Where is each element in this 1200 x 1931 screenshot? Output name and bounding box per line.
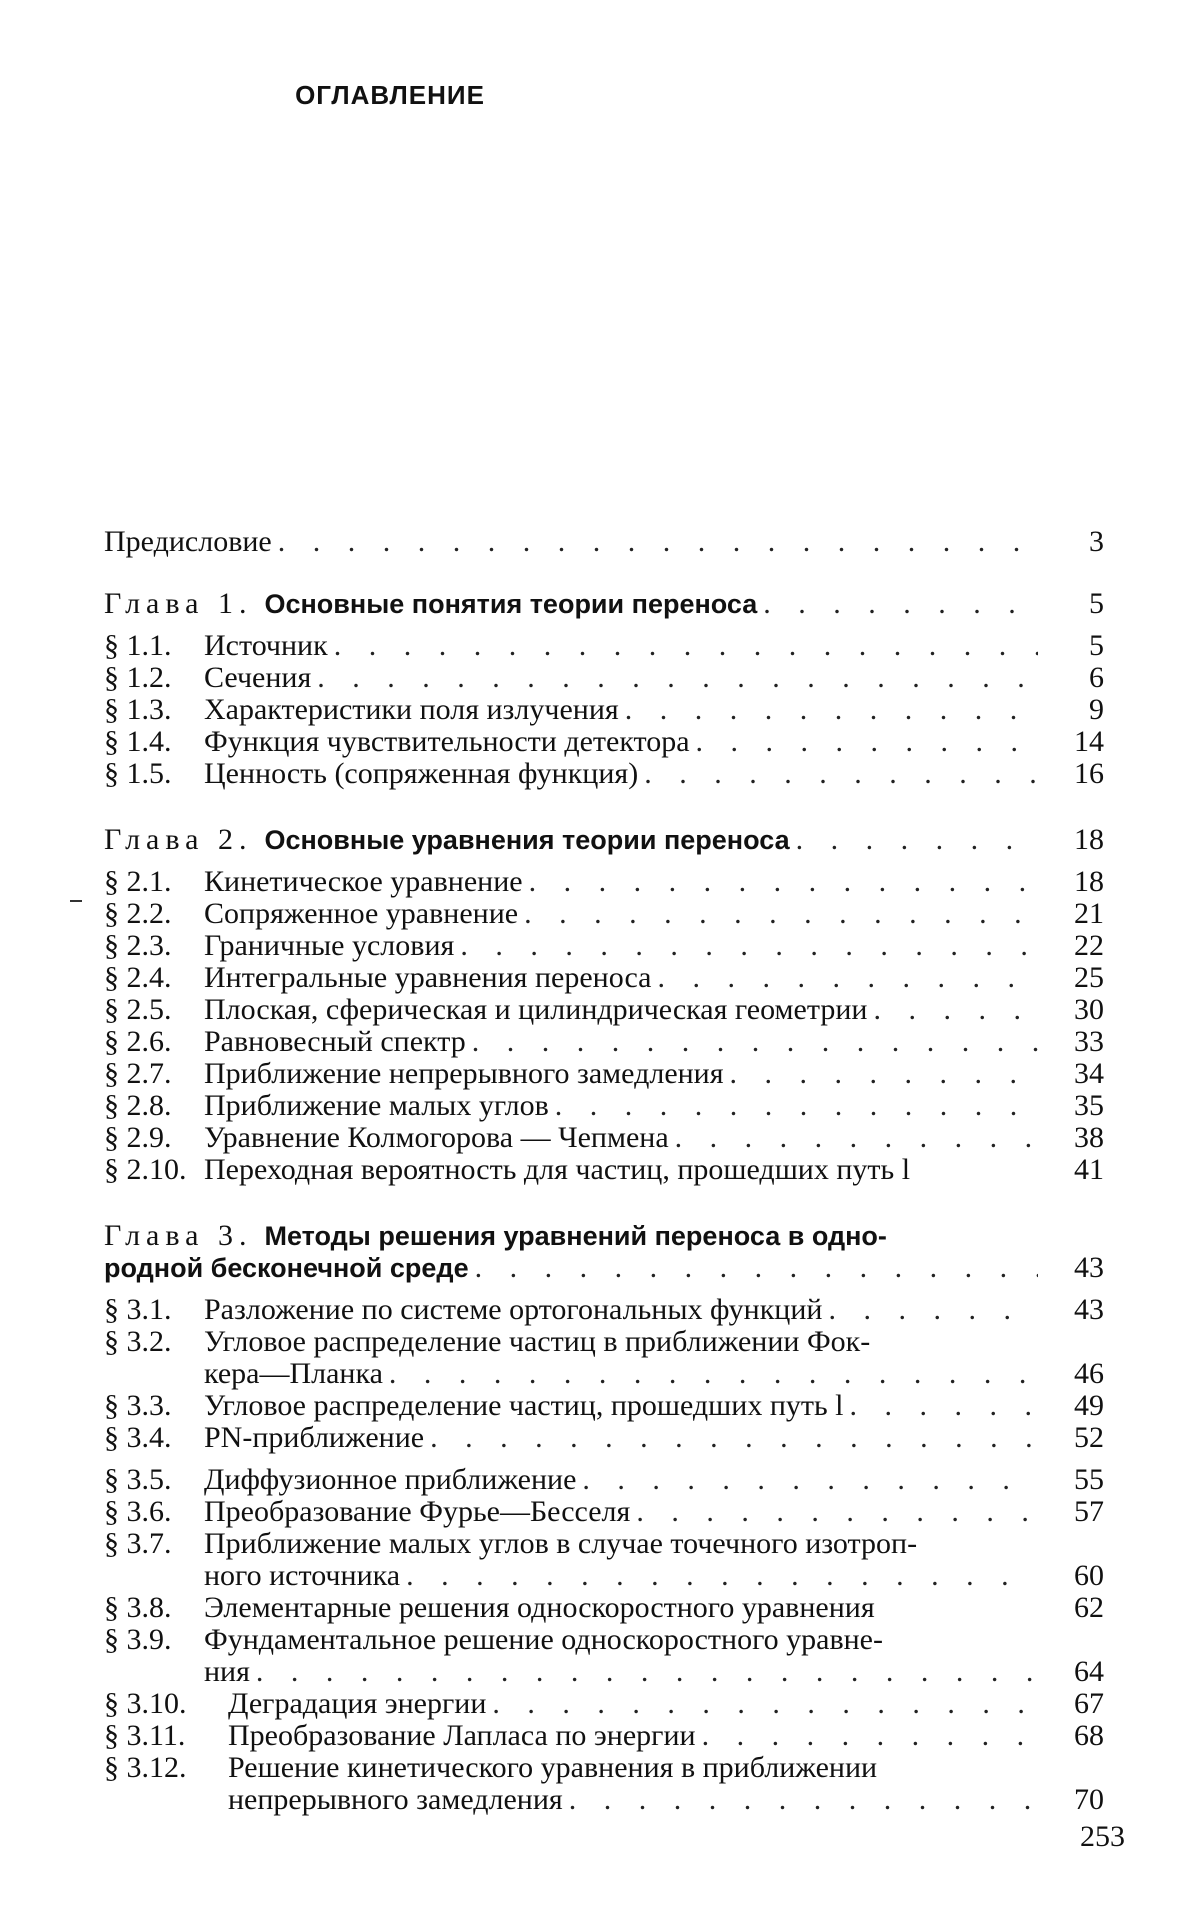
- section-number: § 1.2.: [104, 661, 172, 694]
- table-of-contents: [104, 526, 1104, 1816]
- section-number: § 2.2.: [104, 897, 172, 930]
- section-number: § 3.4.: [104, 1421, 172, 1454]
- section-page: 49: [1074, 1389, 1104, 1422]
- leader-dots: [850, 1390, 1038, 1422]
- toc-entry[interactable]: [104, 726, 1104, 758]
- toc-entry[interactable]: [104, 1422, 1104, 1454]
- section-title: Граничные условия: [204, 929, 455, 962]
- section-title: Угловое распределение частиц в приближении Фок-: [204, 1325, 871, 1358]
- section-page: 30: [1074, 993, 1104, 1026]
- leader-dots: [317, 662, 1038, 694]
- section-title: Равновесный спектр: [204, 1025, 466, 1058]
- leader-dots: [256, 1656, 1038, 1688]
- toc-entry[interactable]: [104, 662, 1104, 694]
- toc-entry[interactable]: [104, 1058, 1104, 1090]
- section-page: 35: [1074, 1089, 1104, 1122]
- section-title: Плоская, сферическая и цилиндрическая геометрии: [204, 993, 868, 1026]
- section-page: 25: [1074, 961, 1104, 994]
- leader-dots: [569, 1784, 1038, 1816]
- toc-entry[interactable]: [104, 1090, 1104, 1122]
- toc-entry[interactable]: [104, 994, 1104, 1026]
- leader-dots: [430, 1422, 1038, 1454]
- section-number: § 2.5.: [104, 993, 172, 1026]
- section-page: 62: [1074, 1591, 1104, 1624]
- section-number: § 2.10.: [104, 1153, 187, 1186]
- section-number: § 3.3.: [104, 1389, 172, 1422]
- toc-entry[interactable]: [104, 630, 1104, 662]
- toc-entry[interactable]: [104, 694, 1104, 726]
- section-number: § 2.6.: [104, 1025, 172, 1058]
- section-title: PN-приближение: [204, 1421, 425, 1454]
- section-number: § 2.3.: [104, 929, 172, 962]
- section-number: § 2.9.: [104, 1121, 172, 1154]
- section-number: § 3.6.: [104, 1495, 172, 1528]
- section-title: Функция чувствительности детектора: [204, 725, 690, 758]
- section-page: 52: [1074, 1421, 1104, 1454]
- toc-entry[interactable]: [104, 1122, 1104, 1154]
- section-title: Приближение непрерывного замедления: [204, 1057, 724, 1090]
- toc-entry-title: Предисловие: [104, 525, 272, 558]
- page-title: ОГЛАВЛЕНИЕ: [295, 80, 485, 110]
- section-page: 22: [1074, 929, 1104, 962]
- toc-entry[interactable]: [104, 1688, 1104, 1720]
- section-page: 18: [1074, 865, 1104, 898]
- toc-chapter-1[interactable]: [104, 588, 1104, 620]
- toc-chapter-3[interactable]: [104, 1220, 1104, 1252]
- leader-dots: [278, 526, 1038, 558]
- section-number: § 3.11.: [104, 1719, 186, 1752]
- leader-dots: [730, 1058, 1038, 1090]
- section-page: 43: [1074, 1293, 1104, 1326]
- chapter-page: 43: [1074, 1251, 1104, 1284]
- section-title: Угловое распределение частиц, прошедших путь l: [204, 1389, 844, 1422]
- section-page: 21: [1074, 897, 1104, 930]
- section-number: § 3.8.: [104, 1591, 172, 1624]
- toc-entry[interactable]: [104, 1390, 1104, 1422]
- leader-dots: [763, 588, 1038, 620]
- leader-dots: [334, 630, 1038, 662]
- toc-entry[interactable]: [104, 1026, 1104, 1058]
- section-page: 14: [1074, 725, 1104, 758]
- section-title: Приближение малых углов: [204, 1089, 549, 1122]
- leader-dots: [702, 1720, 1038, 1752]
- leader-dots: [492, 1688, 1038, 1720]
- page-number: 253: [1080, 1820, 1125, 1853]
- section-title: Деградация энергии: [228, 1687, 487, 1720]
- section-title: Фундаментальное решение односкоростного уравне-: [204, 1623, 883, 1656]
- toc-entry[interactable]: [104, 1720, 1104, 1752]
- section-number: § 2.4.: [104, 961, 172, 994]
- toc-entry-continued[interactable]: [104, 1358, 1104, 1390]
- toc-entry[interactable]: [104, 1624, 1104, 1656]
- section-title-continued: кера—Планка: [204, 1357, 383, 1390]
- toc-entry[interactable]: [104, 1752, 1104, 1784]
- section-number: § 3.7.: [104, 1527, 172, 1560]
- toc-entry[interactable]: [104, 898, 1104, 930]
- leader-dots: [529, 866, 1038, 898]
- section-page: 16: [1074, 757, 1104, 790]
- leader-dots: [644, 758, 1038, 790]
- toc-entry-page: 3: [1089, 525, 1104, 558]
- leader-dots: [636, 1496, 1038, 1528]
- section-title: Разложение по системе ортогональных функций: [204, 1293, 823, 1326]
- leader-dots: [796, 824, 1038, 856]
- section-number: § 3.12.: [104, 1751, 187, 1784]
- leader-dots: [524, 898, 1038, 930]
- section-number: § 2.8.: [104, 1089, 172, 1122]
- section-title-continued: ния: [204, 1655, 250, 1688]
- chapter-title: Основные понятия теории переноса: [264, 589, 758, 619]
- toc-entry[interactable]: [104, 1154, 1104, 1186]
- section-page: 5: [1089, 629, 1104, 662]
- section-title: Диффузионное приближение: [204, 1463, 577, 1496]
- section-page: 67: [1074, 1687, 1104, 1720]
- leader-dots: [828, 1294, 1038, 1326]
- chapter-title-line-2: родной бесконечной среде: [104, 1253, 469, 1283]
- section-title-continued: ного источника: [204, 1559, 401, 1592]
- section-page: 70: [1074, 1783, 1104, 1816]
- section-number: § 2.1.: [104, 865, 172, 898]
- section-title: Сечения: [204, 661, 312, 694]
- chapter-title: Основные уравнения теории переноса: [264, 825, 790, 855]
- section-page: 41: [1074, 1153, 1104, 1186]
- section-title: Сопряженное уравнение: [204, 897, 519, 930]
- toc-entry[interactable]: [104, 1528, 1104, 1560]
- section-page: 55: [1074, 1463, 1104, 1496]
- toc-chapter-2[interactable]: [104, 824, 1104, 856]
- section-number: § 1.3.: [104, 693, 172, 726]
- toc-entry[interactable]: [104, 930, 1104, 962]
- section-number: § 1.1.: [104, 629, 172, 662]
- section-title: Переходная вероятность для частиц, прошедших путь l: [204, 1153, 911, 1186]
- toc-entry[interactable]: [104, 1326, 1104, 1358]
- section-number: § 1.5.: [104, 757, 172, 790]
- section-number: § 3.5.: [104, 1463, 172, 1496]
- chapter-label: Глава 2.: [104, 823, 253, 856]
- section-title: Ценность (сопряженная функция): [204, 757, 639, 790]
- toc-entry-continued[interactable]: [104, 1560, 1104, 1592]
- chapter-label: Глава 1.: [104, 587, 253, 620]
- chapter-label: Глава 3.: [104, 1219, 253, 1252]
- leader-dots: [555, 1090, 1038, 1122]
- leader-dots: [873, 994, 1038, 1026]
- section-number: § 3.2.: [104, 1325, 172, 1358]
- leader-dots: [389, 1358, 1038, 1390]
- section-page: 9: [1089, 693, 1104, 726]
- section-title: Элементарные решения односкоростного уравнения: [204, 1591, 875, 1624]
- section-title: Преобразование Фурье—Бесселя: [204, 1495, 631, 1528]
- section-title-continued: непрерывного замедления: [228, 1783, 563, 1816]
- leader-dots: [625, 694, 1038, 726]
- section-title: Приближение малых углов в случае точечного изотроп-: [204, 1527, 918, 1560]
- leader-dots: [472, 1026, 1038, 1058]
- leader-dots: [475, 1252, 1038, 1284]
- section-page: 33: [1074, 1025, 1104, 1058]
- leader-dots: [460, 930, 1038, 962]
- section-page: 38: [1074, 1121, 1104, 1154]
- leader-dots: [406, 1560, 1038, 1592]
- toc-entry[interactable]: [104, 1592, 1104, 1624]
- section-page: 60: [1074, 1559, 1104, 1592]
- toc-entry[interactable]: [104, 866, 1104, 898]
- toc-entry[interactable]: [104, 1294, 1104, 1326]
- leader-dots: [675, 1122, 1038, 1154]
- chapter-title-line-1: Методы решения уравнений переноса в одно-: [264, 1221, 887, 1251]
- section-page: 68: [1074, 1719, 1104, 1752]
- section-number: § 1.4.: [104, 725, 172, 758]
- chapter-page: 18: [1074, 823, 1104, 856]
- section-title: Кинетическое уравнение: [204, 865, 523, 898]
- leader-dots: [696, 726, 1038, 758]
- section-page: 34: [1074, 1057, 1104, 1090]
- section-page: 57: [1074, 1495, 1104, 1528]
- section-title: Уравнение Колмогорова — Чепмена: [204, 1121, 669, 1154]
- section-title: Источник: [204, 629, 328, 662]
- chapter-page: 5: [1089, 587, 1104, 620]
- leader-dots: [582, 1464, 1038, 1496]
- toc-entry-continued[interactable]: [104, 1784, 1104, 1816]
- toc-entry-continued[interactable]: [104, 1656, 1104, 1688]
- section-number: § 3.10.: [104, 1687, 187, 1720]
- section-title: Интегральные уравнения переноса: [204, 961, 652, 994]
- toc-entry[interactable]: [104, 1464, 1104, 1496]
- toc-chapter-3-continued[interactable]: [104, 1252, 1104, 1284]
- section-number: § 3.1.: [104, 1293, 172, 1326]
- section-title: Характеристики поля излучения: [204, 693, 619, 726]
- section-page: 46: [1074, 1357, 1104, 1390]
- section-number: § 2.7.: [104, 1057, 172, 1090]
- section-title: Решение кинетического уравнения в приближении: [228, 1751, 878, 1784]
- toc-entry[interactable]: [104, 962, 1104, 994]
- scan-artifact: [70, 900, 82, 902]
- toc-entry-preface[interactable]: [104, 526, 1104, 558]
- section-page: 6: [1089, 661, 1104, 694]
- toc-entry[interactable]: [104, 1496, 1104, 1528]
- section-title: Преобразование Лапласа по энергии: [228, 1719, 696, 1752]
- toc-entry[interactable]: [104, 758, 1104, 790]
- leader-dots: [657, 962, 1038, 994]
- section-page: 64: [1074, 1655, 1104, 1688]
- section-number: § 3.9.: [104, 1623, 172, 1656]
